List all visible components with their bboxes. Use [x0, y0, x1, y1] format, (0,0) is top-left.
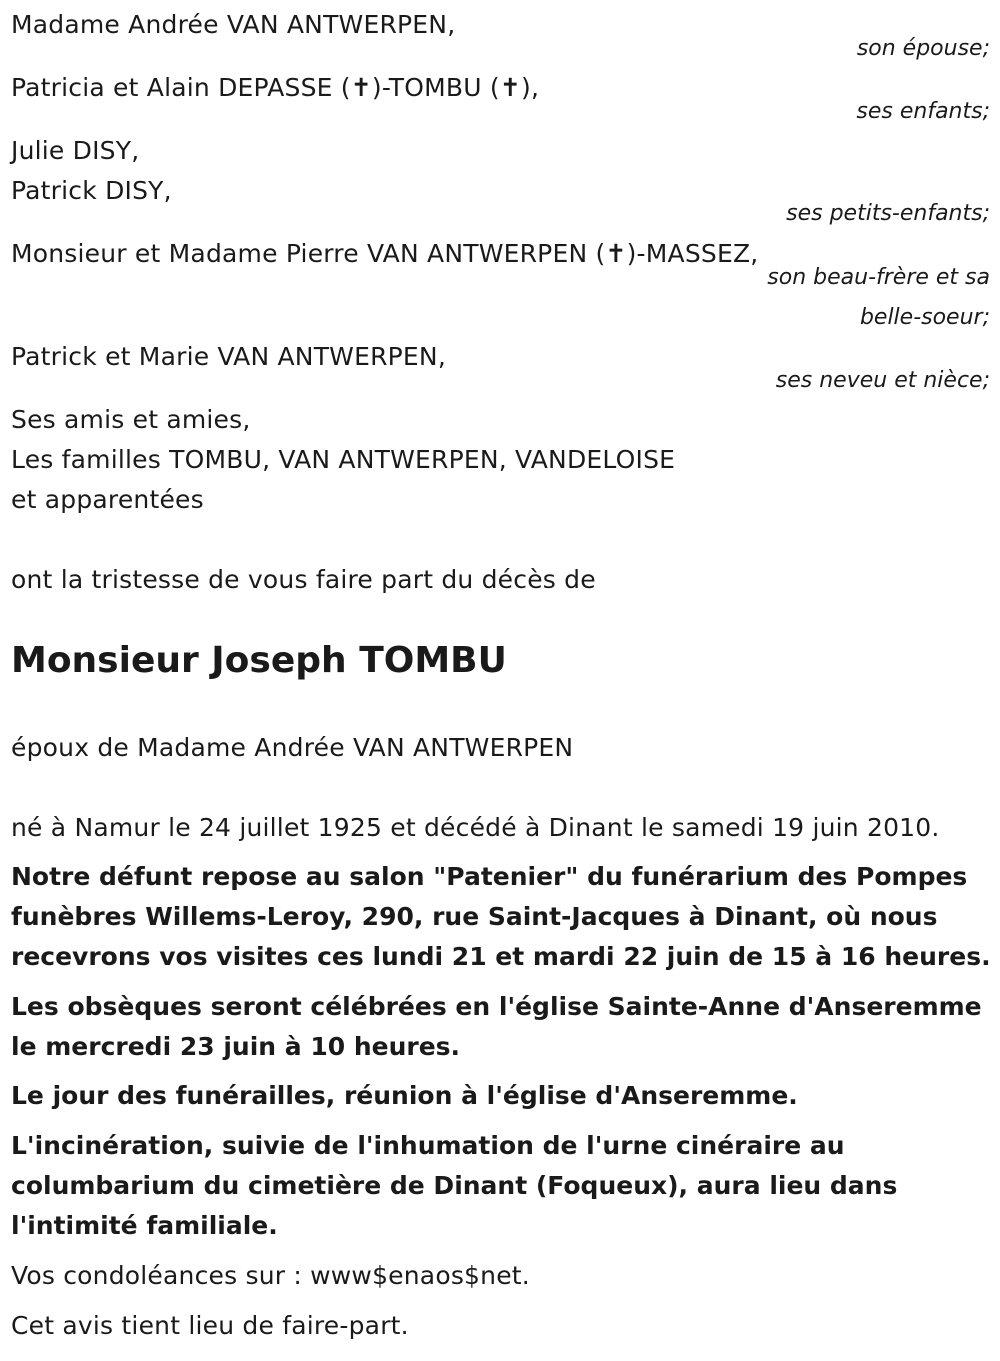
relation-nephew-niece: ses neveu et nièce; — [775, 368, 990, 393]
others-line-3: et apparentées — [11, 485, 204, 514]
notice-cremation-line: l'intimité familiale. — [11, 1211, 278, 1240]
notice-funeral — [11, 987, 986, 1067]
relation-brother-in-law-line-1: son beau-frère et sa — [767, 265, 990, 290]
family-member-children: Patricia et Alain DEPASSE (✝)-TOMBU (✝), — [11, 73, 540, 102]
family-member-grandchild-1: Julie DISY, — [11, 136, 140, 165]
notice-meeting — [11, 1076, 986, 1116]
notice-cremation-line: columbarium du cimetière de Dinant (Foqueux), aura lieu dans — [11, 1171, 898, 1200]
spouse-line: époux de Madame Andrée VAN ANTWERPEN — [11, 733, 574, 762]
birth-death-line: né à Namur le 24 juillet 1925 et décédé à Dinant le samedi 19 juin 2010. — [11, 813, 940, 842]
notice-funeral-line: le mercredi 23 juin à 10 heures. — [11, 1032, 461, 1061]
relation-spouse: son épouse; — [856, 36, 990, 61]
relation-grandchildren: ses petits-enfants; — [786, 201, 990, 226]
notice-meeting-line: Le jour des funérailles, réunion à l'église d'Anseremme. — [11, 1081, 798, 1110]
relation-brother-in-law-line-2: belle-soeur; — [859, 305, 990, 330]
relation-children: ses enfants; — [856, 99, 990, 124]
closing-line: Cet avis tient lieu de faire-part. — [11, 1311, 409, 1340]
family-member-spouse: Madame Andrée VAN ANTWERPEN, — [11, 10, 456, 39]
others-line-1: Ses amis et amies, — [11, 405, 251, 434]
family-member-grandchild-2: Patrick DISY, — [11, 176, 172, 205]
notice-rest-line: recevrons vos visites ces lundi 21 et mardi 22 juin de 15 à 16 heures. — [11, 942, 991, 971]
notice-cremation-line: L'incinération, suivie de l'inhumation de l'urne cinéraire au — [11, 1131, 845, 1160]
notice-rest-line: funèbres Willems-Leroy, 290, rue Saint-Jacques à Dinant, où nous — [11, 902, 938, 931]
family-member-nephew-niece: Patrick et Marie VAN ANTWERPEN, — [11, 342, 446, 371]
announcement: ont la tristesse de vous faire part du décès de — [11, 565, 596, 594]
condolences-line: Vos condoléances sur : www$enaos$net. — [11, 1261, 530, 1290]
deceased-name: Monsieur Joseph TOMBU — [11, 640, 507, 681]
notice-cremation — [11, 1126, 986, 1246]
others-line-2: Les familles TOMBU, VAN ANTWERPEN, VANDELOISE — [11, 445, 676, 474]
family-member-brother-in-law: Monsieur et Madame Pierre VAN ANTWERPEN (✝)-MASSEZ, — [11, 239, 759, 268]
notice-rest-line: Notre défunt repose au salon "Patenier" du funérarium des Pompes — [11, 862, 968, 891]
notice-rest — [11, 857, 991, 977]
notice-funeral-line: Les obsèques seront célébrées en l'église Sainte-Anne d'Anseremme — [11, 992, 982, 1021]
